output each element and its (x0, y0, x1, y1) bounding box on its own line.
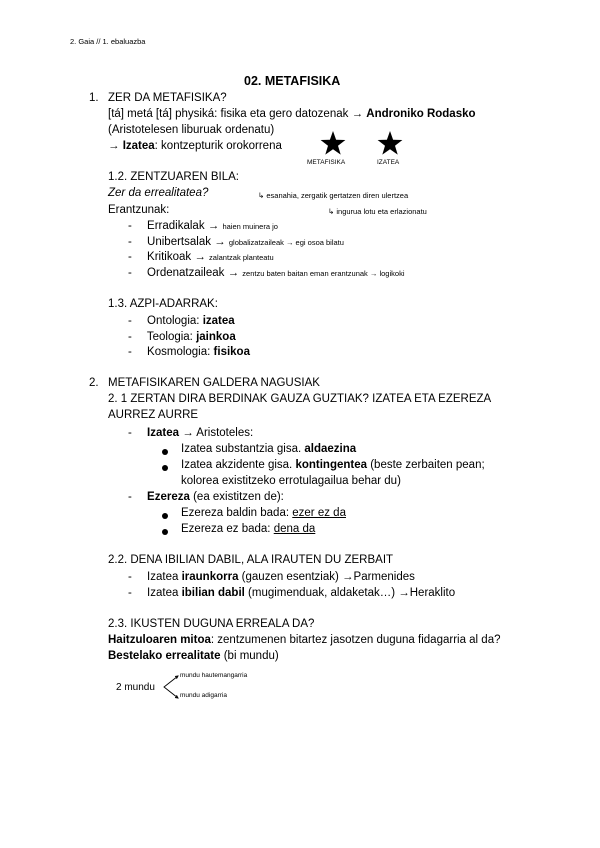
definition-line: [tá] metá [tá] physiká: fisika eta gero datozenak → Androniko Rodasko (108, 108, 476, 120)
subsection-2-2-heading: 2.2. DENA IBILIAN DABIL, ALA IRAUTEN DU ZERBAIT (108, 554, 394, 566)
bullet-item: Izatea akzidente gisa. kontingentea (beste zerbaiten pean; (181, 459, 485, 471)
list-item: - Kritikoak → zalantzak planteatu (128, 251, 274, 263)
aristotle-note: (Aristotelesen liburuak ordenatu) (108, 124, 275, 136)
star-label-izatea: IZATEA (377, 159, 400, 166)
section-1-number: 1. (89, 92, 99, 104)
answers-label: Erantzunak: (108, 204, 170, 216)
bullet-icon (162, 449, 168, 455)
star-icon (377, 131, 403, 156)
world-perceptible: mundu hautemangarria (180, 672, 248, 679)
ezereza-item: - Ezereza (ea existitzen de): (128, 491, 284, 503)
izatea-line: → Izatea: kontzepturik orokorrena (108, 140, 282, 152)
list-item: - Izatea ibilian dabil (mugimenduak, aldaketak…) →Heraklito (128, 587, 456, 599)
question-note: ↳ esanahia, zergatik gertatzen diren ulertzea (258, 191, 409, 200)
answers-note: ↳ ingurua lotu eta erlazionatu (328, 207, 427, 216)
bullet-item-cont: kolorea existitzeko errotulagailua behar du) (181, 475, 401, 487)
page-header: 2. Gaia // 1. ebaluazba (70, 37, 146, 46)
star-label-metafisika: METAFISIKA (307, 159, 346, 166)
branch-icon (160, 674, 182, 700)
section-1-heading: ZER DA METAFISIKA? (108, 92, 227, 104)
other-reality-line: Bestelako errealitate (bi mundu) (108, 650, 279, 662)
star-icon (320, 131, 346, 156)
two-worlds-label: 2 mundu (116, 682, 155, 693)
subsection-2-1-heading: 2. 1 ZERTAN DIRA BERDINAK GAUZA GUZTIAK? IZATEA ETA EZEREZA (108, 393, 492, 405)
list-item: - Ordenatzaileak → zentzu baten baitan eman erantzunak → logikoki (128, 267, 405, 279)
section-2-heading: METAFISIKAREN GALDERA NAGUSIAK (108, 377, 320, 389)
bullet-icon (162, 529, 168, 535)
list-item: - Izatea iraunkorra (gauzen esentziak) →Parmenides (128, 571, 415, 583)
bullet-item: Izatea substantzia gisa. aldaezina (181, 443, 357, 455)
bullet-item: Ezereza ez bada: dena da (181, 523, 316, 535)
question-text: Zer da errealitatea? (108, 187, 209, 199)
bullet-icon (162, 446, 168, 458)
list-item: - Unibertsalak → globalizatzaileak → egi osoa bilatu (128, 236, 344, 248)
subsection-2-3-heading: 2.3. IKUSTEN DUGUNA ERREALA DA? (108, 618, 315, 630)
list-item: - Teologia: jainkoa (128, 331, 236, 343)
subsection-2-1-heading-cont: AURREZ AURRE (108, 409, 199, 421)
subsection-1-3-heading: 1.3. AZPI-ADARRAK: (108, 298, 218, 310)
androniko-name: Androniko Rodasko (366, 108, 476, 120)
list-item: - Ontologia: izatea (128, 315, 235, 327)
list-item: - Erradikalak → haien muinera jo (128, 220, 278, 232)
list-item: - Kosmologia: fisikoa (128, 346, 250, 358)
cave-myth-line: Haitzuloaren mitoa: zentzumenen bitartez jasotzen duguna fidagarria al da? (108, 634, 501, 646)
subsection-1-2-heading: 1.2. ZENTZUAREN BILA: (108, 171, 240, 183)
section-2-number: 2. (89, 377, 99, 389)
bullet-icon (162, 465, 168, 471)
izatea-item: - Izatea → Aristoteles: (128, 427, 254, 439)
world-intelligible: mundu adigarria (180, 692, 227, 699)
page-title: 02. METAFISIKA (244, 74, 341, 88)
bullet-item: Ezereza baldin bada: ezer ez da (181, 507, 346, 519)
bullet-icon (162, 513, 168, 519)
